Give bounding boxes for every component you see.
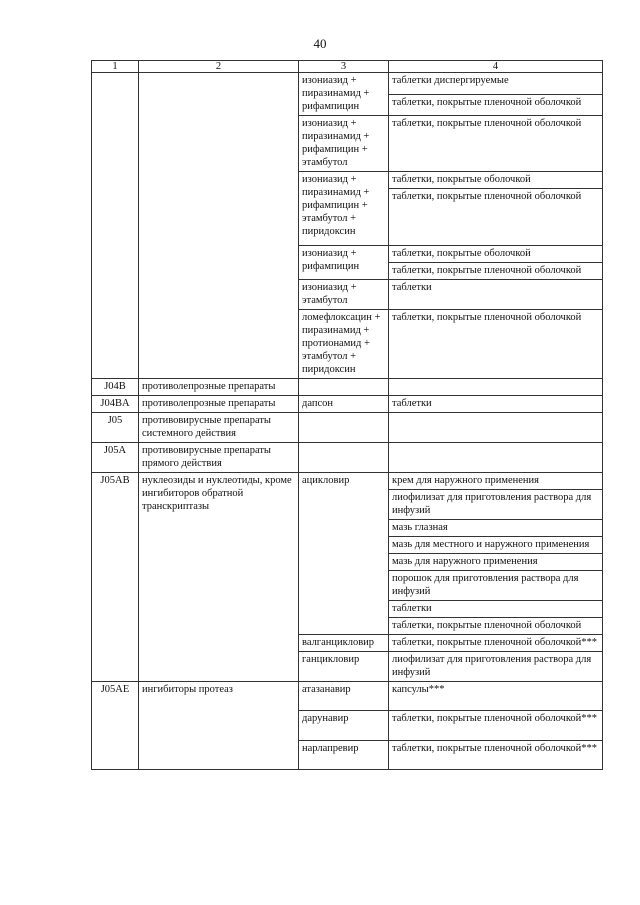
code-cell	[92, 73, 139, 379]
form-cell: крем для наружного применения	[389, 473, 603, 490]
code-cell: J04B	[92, 379, 139, 396]
table-row	[92, 396, 603, 413]
form-cell: порошок для приготовления раствора для инфузий	[389, 571, 603, 601]
drug-cell: изониазид + пиразинамид + рифампицин + этамбутол	[299, 116, 389, 172]
table-row	[92, 443, 603, 473]
form-cell: таблетки, покрытые пленочной оболочкой***	[389, 711, 603, 740]
table-row	[92, 473, 603, 490]
drug-cell: дарунавир	[299, 711, 389, 740]
group-cell: противовирусные препараты прямого действия	[139, 443, 299, 473]
page-number: 40	[313, 36, 327, 51]
group-cell: ингибиторы протеаз	[139, 682, 299, 770]
form-cell	[389, 413, 603, 443]
drug-table	[91, 60, 603, 770]
table-row	[92, 379, 603, 396]
form-cell: таблетки	[389, 601, 603, 618]
code-cell: J05	[92, 413, 139, 443]
group-cell: нуклеозиды и нуклеотиды, кроме ингибиторов обратной транскриптазы	[139, 473, 299, 682]
drug-cell: изониазид + пиразинамид + рифампицин + этамбутол + пиридоксин	[299, 172, 389, 246]
group-cell: противолепрозные препараты	[139, 379, 299, 396]
group-cell	[139, 73, 299, 379]
form-cell: таблетки, покрытые пленочной оболочкой	[389, 94, 603, 116]
form-cell: таблетки, покрытые пленочной оболочкой***	[389, 740, 603, 769]
drug-cell: изониазид + пиразинамид + рифампицин	[299, 73, 389, 116]
drug-cell: нарлапревир	[299, 740, 389, 769]
form-cell: таблетки, покрытые пленочной оболочкой	[389, 618, 603, 635]
drug-cell	[299, 413, 389, 443]
form-cell: таблетки диспергируемые	[389, 73, 603, 95]
column-header-4: 4	[389, 61, 603, 73]
drug-cell	[299, 379, 389, 396]
drug-cell: ганцикловир	[299, 652, 389, 682]
form-cell: лиофилизат для приготовления раствора для инфузий	[389, 490, 603, 520]
form-cell: мазь для местного и наружного применения	[389, 537, 603, 554]
form-cell: мазь для наружного применения	[389, 554, 603, 571]
form-cell: таблетки, покрытые пленочной оболочкой	[389, 116, 603, 172]
code-cell: J05AB	[92, 473, 139, 682]
form-cell: таблетки	[389, 280, 603, 310]
form-cell: лиофилизат для приготовления раствора для инфузий	[389, 652, 603, 682]
form-cell: капсулы***	[389, 682, 603, 711]
column-header-2: 2	[139, 61, 299, 73]
table-row	[92, 73, 603, 95]
drug-cell: валганцикловир	[299, 635, 389, 652]
drug-cell: атазанавир	[299, 682, 389, 711]
table-row	[92, 682, 603, 711]
form-cell	[389, 379, 603, 396]
group-cell: противовирусные препараты системного действия	[139, 413, 299, 443]
column-header-3: 3	[299, 61, 389, 73]
code-cell: J04BA	[92, 396, 139, 413]
drug-cell: ломефлоксацин + пиразинамид + протионамид + этамбутол + пиридоксин	[299, 310, 389, 379]
form-cell: таблетки, покрытые оболочкой	[389, 172, 603, 189]
drug-cell: дапсон	[299, 396, 389, 413]
drug-cell: ацикловир	[299, 473, 389, 635]
form-cell: таблетки, покрытые пленочной оболочкой	[389, 189, 603, 246]
code-cell: J05A	[92, 443, 139, 473]
code-cell: J05AE	[92, 682, 139, 770]
drug-cell	[299, 443, 389, 473]
form-cell: таблетки, покрытые пленочной оболочкой	[389, 263, 603, 280]
form-cell: таблетки, покрытые пленочной оболочкой***	[389, 635, 603, 652]
form-cell: мазь глазная	[389, 520, 603, 537]
form-cell	[389, 443, 603, 473]
drug-cell: изониазид + рифампицин	[299, 246, 389, 280]
form-cell: таблетки, покрытые пленочной оболочкой	[389, 310, 603, 379]
table-row	[92, 413, 603, 443]
drug-cell: изониазид + этамбутол	[299, 280, 389, 310]
column-header-1: 1	[92, 61, 139, 73]
table-header-row	[92, 61, 603, 73]
form-cell: таблетки	[389, 396, 603, 413]
group-cell: противолепрозные препараты	[139, 396, 299, 413]
form-cell: таблетки, покрытые оболочкой	[389, 246, 603, 263]
